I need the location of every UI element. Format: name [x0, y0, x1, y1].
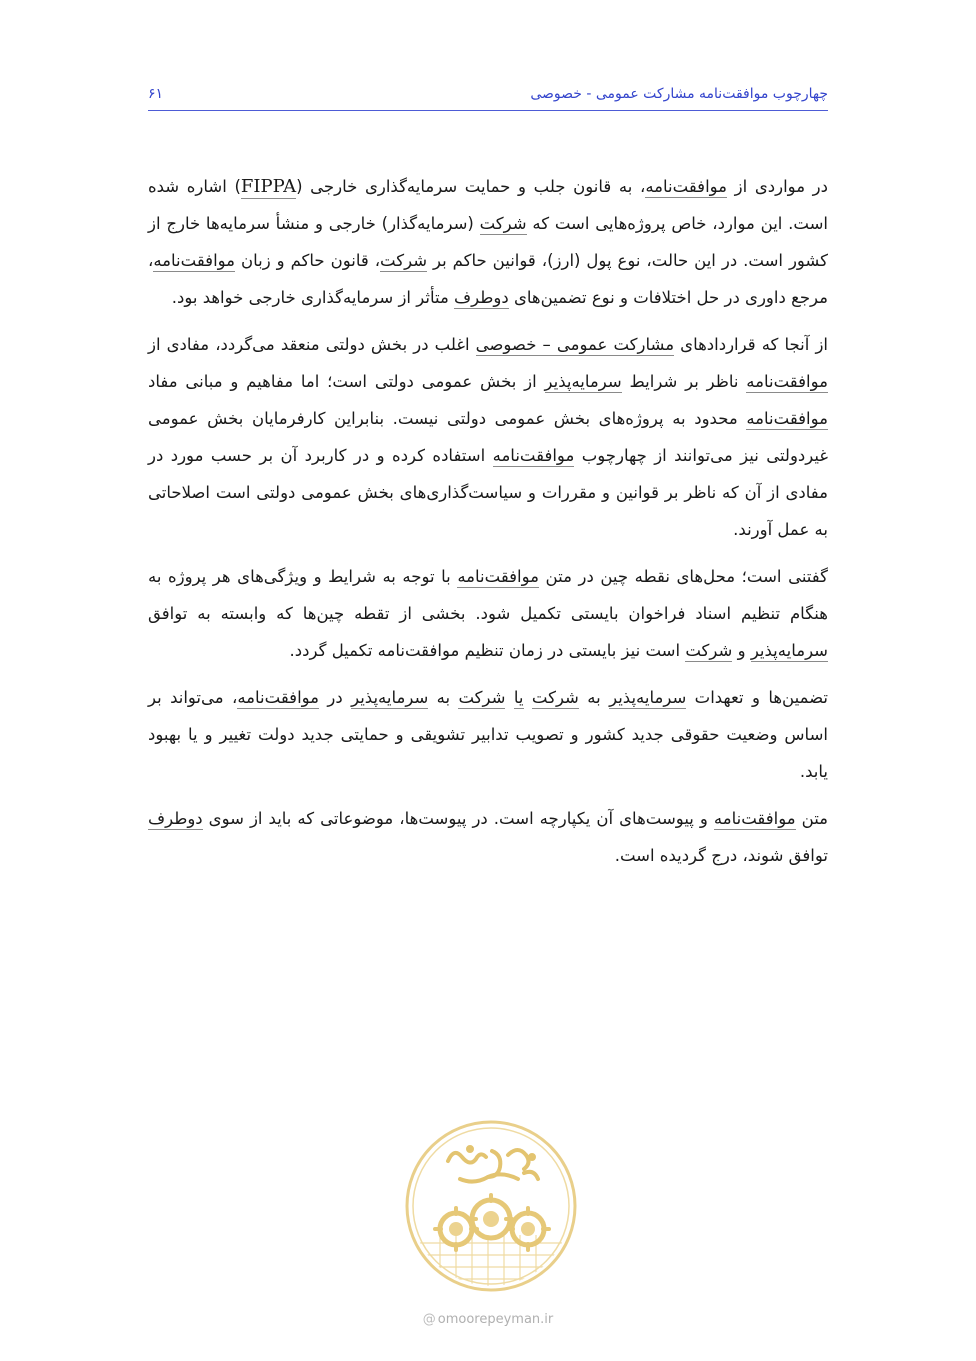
glossary-term-link[interactable]: شرکت	[531, 688, 579, 707]
text-run	[505, 688, 513, 707]
paragraph-1	[148, 168, 828, 316]
text-run: (سرمایه‌گذار) خارجی و منشأ سرمایه‌ها خارج از کشور است. در این حالت، نوع پول (ارز)، قوانین حاکم بر	[148, 214, 829, 270]
glossary-term-link[interactable]: موافقت‌نامه	[492, 446, 575, 465]
glossary-term-link[interactable]: دوطرف	[454, 288, 509, 307]
paragraph-3	[148, 558, 828, 669]
glossary-term-link[interactable]: شرکت	[479, 214, 527, 233]
text-run: در مواردی از	[727, 177, 828, 196]
running-header	[148, 84, 828, 111]
text-run: توافق شوند، درج گردیده است.	[614, 846, 828, 865]
paragraph-2	[148, 326, 828, 548]
glossary-term-link[interactable]: شرکت	[458, 688, 506, 707]
watermark-url: omoorepeyman.ir	[437, 1312, 554, 1327]
glossary-term-link[interactable]: موافقت‌نامه	[746, 409, 828, 428]
glossary-term-link[interactable]: یا	[513, 688, 524, 707]
glossary-term-link[interactable]: موافقت‌نامه	[237, 688, 320, 707]
text-run: از بخش عمومی دولتی است؛ اما مفاهیم و مبانی مفاد	[148, 372, 545, 391]
glossary-term-link[interactable]: سرمایه‌پذیر	[351, 688, 429, 707]
glossary-term-link[interactable]: شرکت	[685, 641, 733, 660]
glossary-term-link[interactable]: سرمایه‌پذیر	[609, 688, 687, 707]
text-run: است نیز بایستی در زمان تنظیم موافقت‌نامه تکمیل گردد.	[289, 641, 686, 660]
text-run: ، به قانون جلب و حمایت سرمایه‌گذاری خارجی (	[296, 177, 646, 196]
page-number: ۶۱	[148, 86, 164, 102]
watermark-seal-icon	[400, 1115, 582, 1297]
text-run: استفاده کرده و در کاربرد آن بر حسب مورد در مفادی از آن که ناظر بر قوانین و مقررات و سیاست‌گذاری‌های بخش عمومی دولتی است اصلاحاتی به عمل آورند.	[148, 446, 828, 539]
text-run: از آنجا که قراردادهای	[674, 335, 828, 354]
text-run: گفتنی است؛ محل‌های نقطه چین در متن	[539, 567, 828, 586]
text-run: تضمین‌ها و تعهدات	[686, 688, 829, 707]
text-run: ، قانون حاکم و زبان	[235, 251, 381, 270]
glossary-term-link[interactable]: سرمایه‌پذیر	[750, 641, 828, 660]
text-run: محدود به پروژه‌های بخش عمومی دولتی نیست. بنابراین کارفرمایان بخش عمومی غیردولتی نیز می‌توانند از چهارچوب	[148, 409, 828, 465]
glossary-term-link[interactable]: FIPPA	[240, 176, 297, 197]
paragraph-5	[148, 800, 828, 874]
text-run: ، مرجع داوری در حل اختلافات و نوع تضمین‌های	[148, 251, 828, 307]
watermark-site	[0, 1312, 976, 1327]
at-sign-icon: @	[422, 1312, 436, 1327]
text-run: به	[428, 688, 459, 707]
glossary-term-link[interactable]: موافقت‌نامه	[746, 372, 828, 391]
glossary-term-link[interactable]: موافقت‌نامه	[645, 177, 728, 196]
text-run: ناظر بر شرایط	[621, 372, 747, 391]
text-run: با توجه به شرایط و ویژگی‌های هر پروژه به هنگام تنظیم اسناد فراخوان بایستی تکمیل شود. بخشی از تقطه چین‌ها که وابسته به توافق	[148, 567, 828, 623]
text-run: متأثر از سرمایه‌گذاری خارجی خواهد بود.	[171, 288, 455, 307]
glossary-term-link[interactable]: مشارکت عمومی – خصوصی	[475, 335, 675, 354]
glossary-term-link[interactable]: سرمایه‌پذیر	[544, 372, 622, 391]
text-run: در	[319, 688, 352, 707]
text-run: متن	[795, 809, 829, 828]
body-text	[148, 168, 828, 884]
header-title: چهارچوب موافقت‌نامه مشارکت عمومی - خصوصی	[530, 86, 828, 102]
glossary-term-link[interactable]: موافقت‌نامه	[457, 567, 539, 586]
text-run: و	[732, 641, 751, 660]
glossary-term-link[interactable]: موافقت‌نامه	[713, 809, 796, 828]
text-run: اغلب در بخش دولتی منعقد می‌گردد، مفادی از	[148, 335, 476, 354]
text-run: ، می‌تواند بر اساس وضعیت حقوقی جدید کشور و تصویب تدابیر تشویقی و حمایتی جدید دولت تغییر و یا بهبود یابد.	[148, 688, 828, 781]
text-run: و پیوست‌های آن یکپارچه است. در پیوست‌ها، موضوعاتی که باید از سوی	[202, 809, 714, 828]
glossary-term-link[interactable]: دوطرف	[148, 809, 203, 828]
text-run	[524, 688, 532, 707]
glossary-term-link[interactable]: شرکت	[380, 251, 428, 270]
glossary-term-link[interactable]: موافقت‌نامه	[153, 251, 236, 270]
text-run: به	[578, 688, 610, 707]
text-run: ) اشاره شده است. این موارد، خاص پروژه‌هایی است که	[148, 177, 828, 233]
paragraph-4	[148, 679, 828, 790]
